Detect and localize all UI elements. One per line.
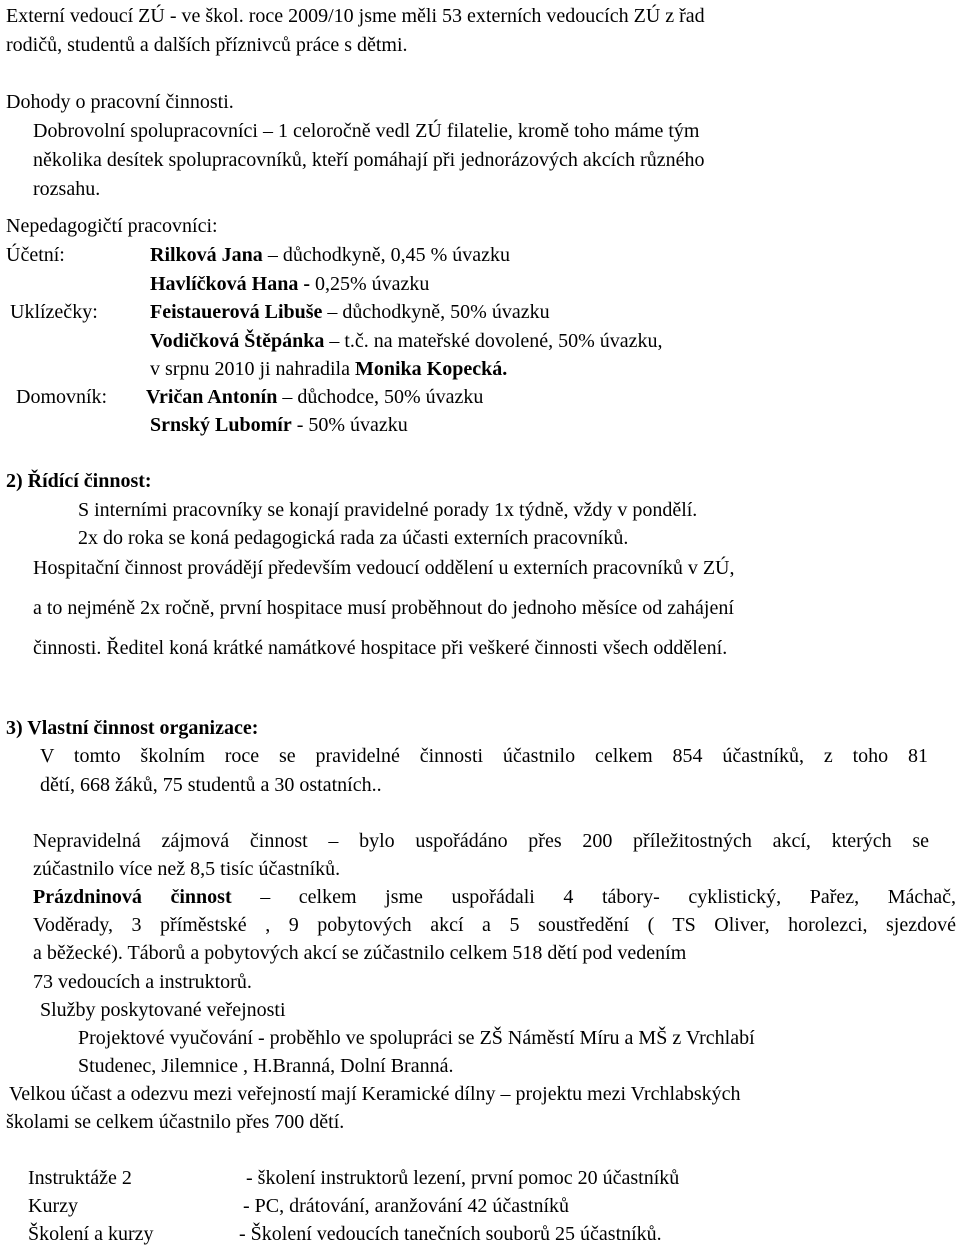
section-3-heading: 3) Vlastní činnost organizace: (6, 717, 259, 739)
prazdninova-line-3: a běžecké). Táborů a pobytových akcí se zúčastnilo celkem 518 dětí pod vedením (33, 942, 687, 964)
projekt-line-1: Projektové vyučování - proběhlo ve spolupráci se ZŠ Náměstí Míru a MŠ z Vrchlabí (78, 1027, 755, 1049)
staff-desc: – důchodkyně, 50% úvazku (322, 301, 550, 323)
staff-entry-kopecka (150, 357, 507, 381)
staff-entry-havlickova (150, 272, 429, 296)
staff-name: Srnský Lubomír (150, 414, 292, 436)
training-label: Školení a kurzy (28, 1223, 154, 1245)
staff-desc: v srpnu 2010 ji nahradila (150, 358, 355, 380)
intro-line-2: rodičů, studentů a dalších příznivců práce s dětmi. (6, 34, 408, 56)
staff-desc: – důchodce, 50% úvazku (277, 386, 484, 408)
sluzby-heading: Služby poskytované veřejnosti (40, 999, 286, 1021)
intro-line-1: Externí vedoucí ZÚ - ve škol. roce 2009/10 jsme měli 53 externích vedoucích ZÚ z řad (6, 5, 705, 27)
staff-name: Feistauerová Libuše (150, 301, 323, 323)
prazdninova-label: Prázdninová činnost (33, 886, 232, 908)
training-label: Instruktáže 2 (28, 1167, 132, 1189)
staff-heading: Nepedagogičtí pracovníci: (6, 215, 218, 237)
staff-name: Vričan Antonín (146, 386, 278, 408)
training-desc: - školení instruktorů lezení, první pomoc 20 účastníků (246, 1167, 680, 1189)
staff-entry-feistauerova (150, 300, 550, 324)
staff-desc: – důchodkyně, 0,45 % úvazku (262, 244, 510, 266)
training-label: Kurzy (28, 1195, 78, 1217)
section-3-line-2: dětí, 668 žáků, 75 studentů a 30 ostatních.. (40, 774, 382, 796)
staff-desc: – t.č. na mateřské dovolené, 50% úvazku, (324, 330, 663, 352)
keramika-line-2: školami se celkem účastnilo přes 700 dětí. (6, 1111, 345, 1133)
staff-entry-srnsky (150, 413, 408, 437)
training-desc: - PC, drátování, aranžování 42 účastníků (243, 1195, 570, 1217)
staff-desc: 0,25% úvazku (310, 273, 430, 295)
domovnik-label: Domovník: (16, 386, 108, 408)
volunteers-line-1: Dobrovolní spolupracovníci – 1 celoročně vedl ZÚ filatelie, kromě toho máme tým (33, 120, 700, 142)
staff-desc: - 50% úvazku (291, 414, 408, 436)
nepravidelna-line-1: Nepravidelná zájmová činnost – bylo uspořádáno přes 200 příležitostných akcí, kterých se (33, 830, 929, 852)
uklizecky-label: Uklízečky: (10, 301, 98, 323)
prazdninova-line-4: 73 vedoucích a instruktorů. (33, 971, 252, 993)
section-3-line-1: V tomto školním roce se pravidelné činnosti účastnilo celkem 854 účastníků, z toho 81 (40, 745, 928, 767)
staff-entry-vodickova (150, 329, 663, 353)
dohody-line: Dohody o pracovní činnosti. (6, 91, 234, 113)
volunteers-line-3: rozsahu. (33, 178, 101, 200)
staff-name: Havlíčková Hana - (150, 273, 311, 295)
staff-entry-rilkova (150, 243, 510, 267)
section-2-line-1: S interními pracovníky se konají pravidelné porady 1x týdně, vždy v pondělí. (78, 499, 698, 521)
section-2-line-5: činnosti. Ředitel koná krátké namátkové hospitace při veškeré činnosti všech oddělení. (33, 637, 728, 659)
projekt-line-2: Studenec, Jilemnice , H.Branná, Dolní Branná. (78, 1055, 454, 1077)
prazdninova-line-1 (33, 885, 956, 909)
keramika-line-1: Velkou účast a odezvu mezi veřejností mají Keramické dílny – projektu mezi Vrchlabských (9, 1083, 741, 1105)
staff-name: Vodičková Štěpánka (150, 330, 325, 352)
volunteers-line-2: několika desítek spolupracovníků, kteří pomáhají při jednorázových akcích různého (33, 149, 705, 171)
staff-entry-vrican (146, 385, 483, 409)
prazdninova-line-2: Voděrady, 3 příměstské , 9 pobytových akcí a 5 soustředění ( TS Oliver, horolezci, sjezdové (33, 914, 956, 936)
prazdninova-text: – celkem jsme uspořádali 4 tábory- cyklistický, Pařez, Máchač, (231, 886, 956, 908)
nepravidelna-line-2: zúčastnilo více než 8,5 tisíc účastníků. (33, 858, 341, 880)
section-2-heading: 2) Řídící činnost: (6, 470, 152, 492)
staff-name: Monika Kopecká. (354, 358, 508, 380)
section-2-line-3: Hospitační činnost provádějí především vedoucí oddělení u externích pracovníků v ZÚ, (33, 557, 735, 579)
staff-name: Rilková Jana (150, 244, 263, 266)
section-2-line-4: a to nejméně 2x ročně, první hospitace musí proběhnout do jednoho měsíce od zahájení (33, 597, 734, 619)
ucetni-label: Účetní: (6, 244, 65, 266)
section-2-line-2: 2x do roka se koná pedagogická rada za účasti externích pracovníků. (78, 527, 629, 549)
training-desc: - Školení vedoucích tanečních souborů 25 účastníků. (239, 1223, 662, 1245)
